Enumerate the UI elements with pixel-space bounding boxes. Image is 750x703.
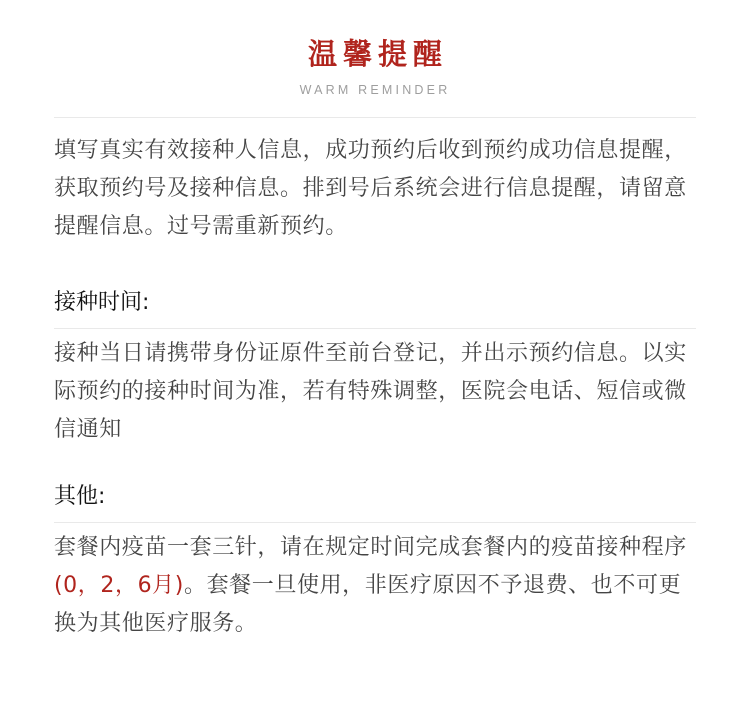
section-divider xyxy=(54,328,696,329)
section-text-other-part2: 。套餐一旦使用，非医疗原因不予退费、也不可更换为其他医疗服务。 xyxy=(54,573,682,636)
section-title-other: 其他: xyxy=(54,484,106,509)
section-text-other-part1: 套餐内疫苗一套三针，请在规定时间完成套餐内的疫苗接种程序 xyxy=(54,535,687,560)
section-divider xyxy=(54,522,696,523)
page-title: 温馨提醒 xyxy=(307,37,448,71)
header-divider xyxy=(54,117,696,118)
intro-paragraph: 填写真实有效接种人信息，成功预约后收到预约成功信息提醒，获取预约号及接种信息。排到号后系统会进行信息提醒，请留意提醒信息。过号需重新预约。 xyxy=(54,138,687,239)
section-text-other xyxy=(54,529,696,643)
reminder-header xyxy=(0,0,750,98)
section-title-vaccination-time: 接种时间: xyxy=(54,290,150,315)
schedule-highlight: (0，2，6月) xyxy=(54,573,184,598)
section-text-vaccination-time: 接种当日请携带身份证原件至前台登记，并出示预约信息。以实际预约的接种时间为准，若有特殊调整，医院会电话、短信或微信通知 xyxy=(54,341,687,442)
page-subtitle: WARM REMINDER xyxy=(299,83,451,97)
